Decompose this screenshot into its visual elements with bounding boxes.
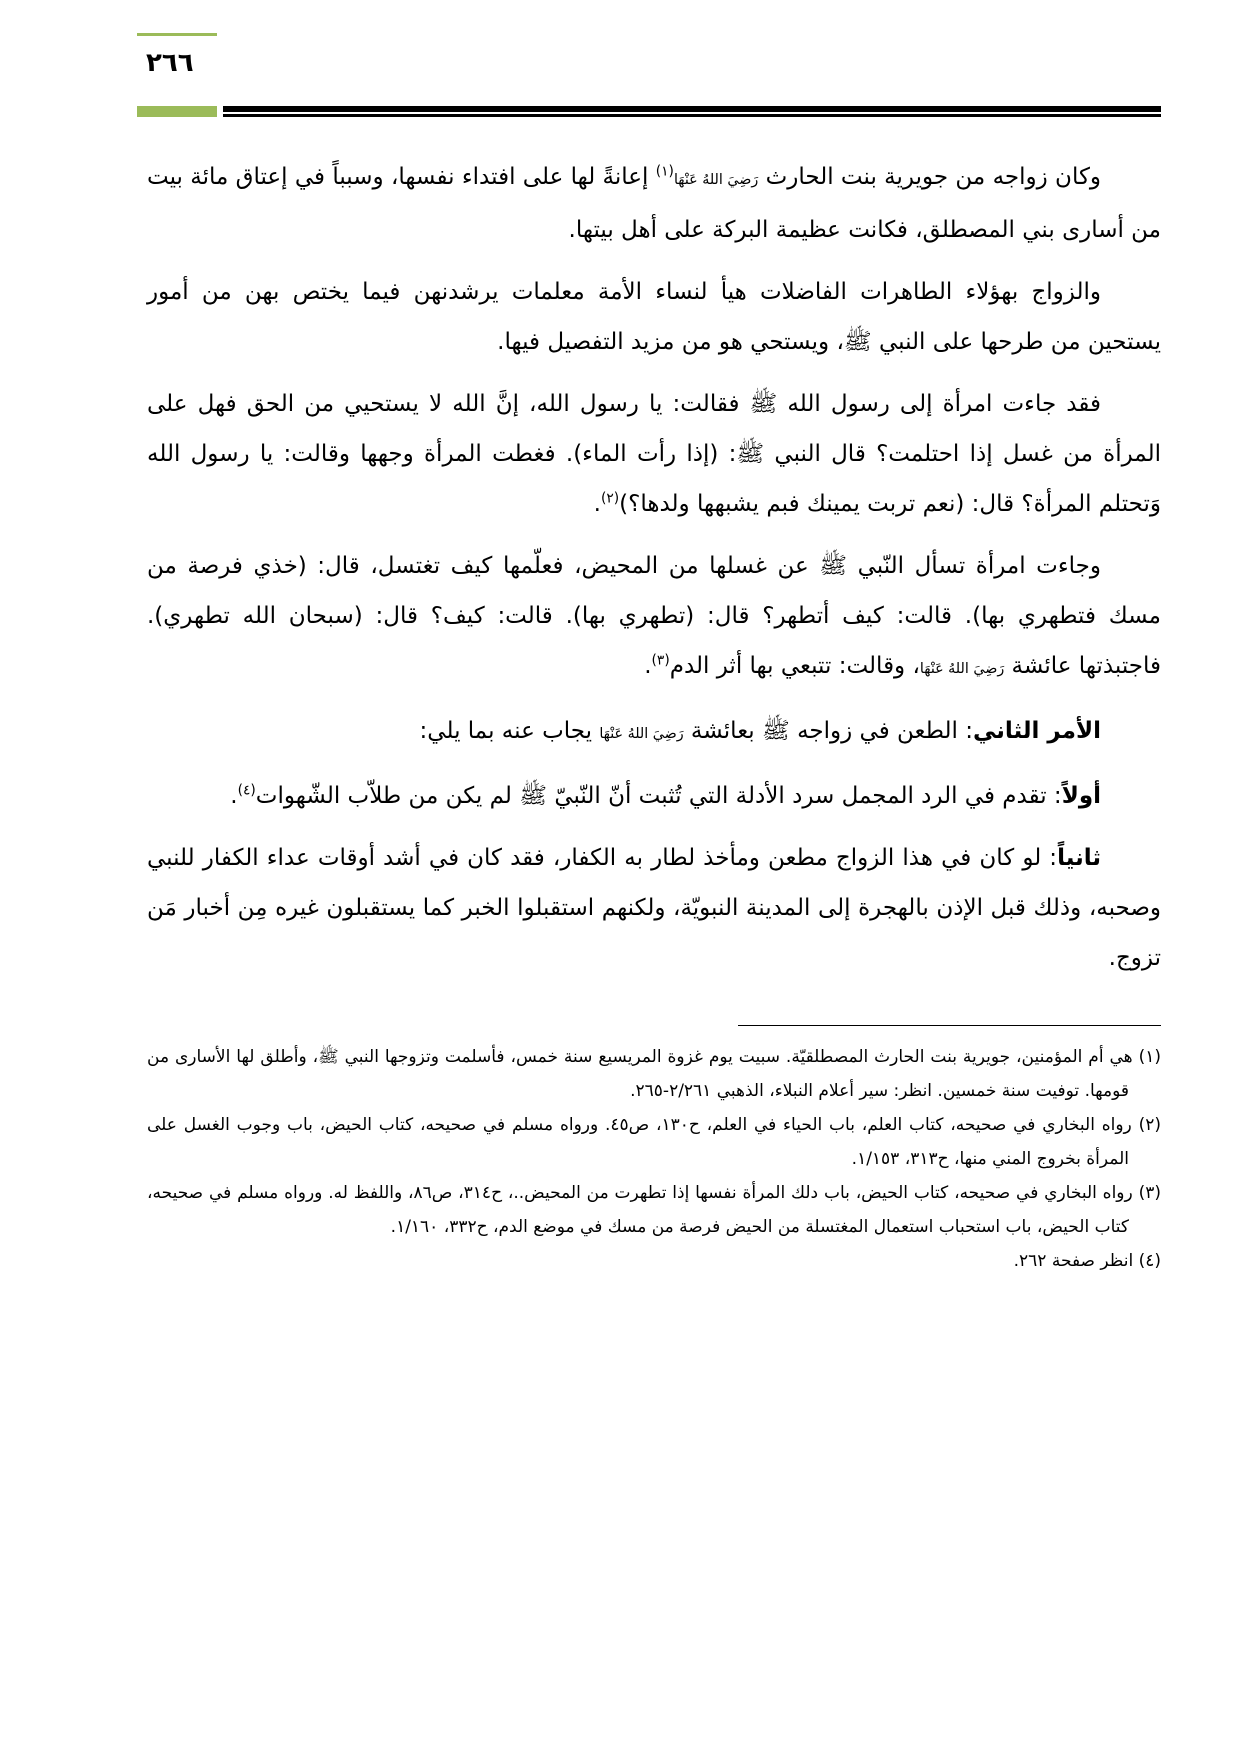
footnote-3 xyxy=(147,1176,1161,1244)
footnote-text: هي أم المؤمنين، جويرية بنت الحارث المصطلقيّة. سبيت يوم غزوة المريسيع سنة خمس، فأسلمت وتزوجها النبي ﷺ، وأطلق لها الأسارى من قومها. توفيت سنة خمسين. انظر: سير أعلام النبلاء، الذهبي ٢/٢٦١-٢٦٥. xyxy=(147,1047,1133,1101)
footnote-ref-2: (٢) xyxy=(600,490,620,507)
paragraph-text: ، وقالت: تتبعي بها أثر الدم xyxy=(669,653,920,679)
paragraph-text: . xyxy=(230,783,238,809)
paragraph-text: . xyxy=(644,653,652,679)
paragraph-text: والزواج بهؤلاء الطاهرات الفاضلات هيأ لنساء الأمة معلمات يرشدنهن فيما يختص بهن من أمور يستحين من طرحها على النبي ﷺ، ويستحي هو من مزيد التفصيل فيها. xyxy=(147,279,1161,355)
page-content xyxy=(147,152,1161,1278)
footnote-number: (٤) xyxy=(1138,1251,1161,1271)
paragraph-text: : الطعن في زواجه ﷺ بعائشة xyxy=(683,718,973,744)
paragraph-text: إعانةً لها على افتداء نفسها، وسبباً في إعتاق مائة بيت من أسارى بني المصطلق، فكانت عظيمة البركة على أهل بيتها. xyxy=(147,164,1161,243)
paragraph-7 xyxy=(147,833,1161,983)
paragraph-text: : تقدم في الرد المجمل سرد الأدلة التي تُثبت أنّ النّبيّ ﷺ لم يكن من طلاّب الشّهوات xyxy=(255,783,1062,809)
paragraph-label: ثانياً xyxy=(1057,845,1101,871)
footnote-ref-3: (٣) xyxy=(651,652,670,669)
paragraph-6 xyxy=(147,771,1161,821)
footnote-ref-1: (١) xyxy=(655,163,674,180)
paragraph-text: . xyxy=(593,491,601,517)
footnote-text: رواه البخاري في صحيحه، كتاب العلم، باب الحياء في العلم، ح١٣٠، ص٤٥. ورواه مسلم في صحيحه، كتاب الحيض، باب وجوب الغسل على المرأة بخروج المني منها، ح٣١٣، ١/١٥٣. xyxy=(147,1115,1132,1169)
paragraph-text: : لو كان في هذا الزواج مطعن ومأخذ لطار به الكفار، فقد كان في أشد أوقات عداء الكفار للنبي وصحبه، وذلك قبل الإذن بالهجرة إلى المدينة النبويّة، ولكنهم استقبلوا الخبر كما يستقبلون غيره مِن أخبار مَن تزوج. xyxy=(147,845,1161,971)
footnote-number: (١) xyxy=(1138,1047,1162,1067)
paragraph-text: فقد جاءت امرأة إلى رسول الله ﷺ فقالت: يا رسول الله، إنَّ الله لا يستحيي من الحق فهل على المرأة من غسل إذا احتلمت؟ قال النبي ﷺ: (إذا رأت الماء). فغطت المرأة وجهها وقالت: يا رسول الله وَتحتلم المرأة؟ قال: (نعم تربت يمينك فبم يشبهها ولدها؟) xyxy=(147,391,1161,517)
footnote-4 xyxy=(147,1244,1161,1278)
paragraph-label: أولاً xyxy=(1061,783,1101,809)
footnote-number: (٢) xyxy=(1138,1115,1161,1135)
honorific-ligature: رَضِيَ اللهُ عَنْهَا xyxy=(599,726,684,742)
footnote-text: رواه البخاري في صحيحه، كتاب الحيض، باب دلك المرأة نفسها إذا تطهرت من المحيض..، ح٣١٤، ص٨٦، واللفظ له. ورواه مسلم في صحيحه، كتاب الحيض، باب استحباب استعمال المغتسلة من الحيض فرصة من مسك في موضع الدم، ح٣٣٢، ١/١٦٠. xyxy=(147,1183,1133,1237)
footnote-separator xyxy=(738,1025,1161,1026)
honorific-ligature: رَضِيَ اللهُ عَنْهَا xyxy=(919,661,1005,677)
paragraph-text: وجاءت امرأة تسأل النّبي ﷺ عن غسلها من المحيض، فعلّمها كيف تغتسل، قال: (خذي فرصة من مسك فتطهري بها). قالت: كيف أتطهر؟ قال: (تطهري بها). قالت: كيف؟ قال: (سبحان الله تطهري). فاجتبذتها عائشة xyxy=(147,553,1161,679)
header-accent-line xyxy=(137,33,217,36)
paragraph-text: يجاب عنه بما يلي: xyxy=(419,718,600,744)
paragraph-2 xyxy=(147,267,1161,367)
footnote-1 xyxy=(147,1040,1161,1108)
header-rule-accent-block xyxy=(137,106,217,117)
footnote-ref-4: (٤) xyxy=(237,782,256,799)
page-number: ٢٦٦ xyxy=(146,48,194,78)
footnote-2 xyxy=(147,1108,1161,1176)
paragraph-3 xyxy=(147,379,1161,529)
paragraph-5 xyxy=(147,706,1161,759)
header-rule-double-line xyxy=(223,106,1161,117)
honorific-ligature: رَضِيَ اللهُ عَنْهَا xyxy=(673,172,759,188)
footnote-number: (٣) xyxy=(1138,1183,1161,1203)
paragraph-label: الأمر الثاني xyxy=(972,718,1101,744)
footnote-text: انظر صفحة ٢٦٢. xyxy=(1013,1251,1134,1271)
paragraph-4 xyxy=(147,541,1161,694)
paragraph-text: وكان زواجه من جويرية بنت الحارث xyxy=(758,164,1102,190)
paragraph-1 xyxy=(147,152,1161,255)
